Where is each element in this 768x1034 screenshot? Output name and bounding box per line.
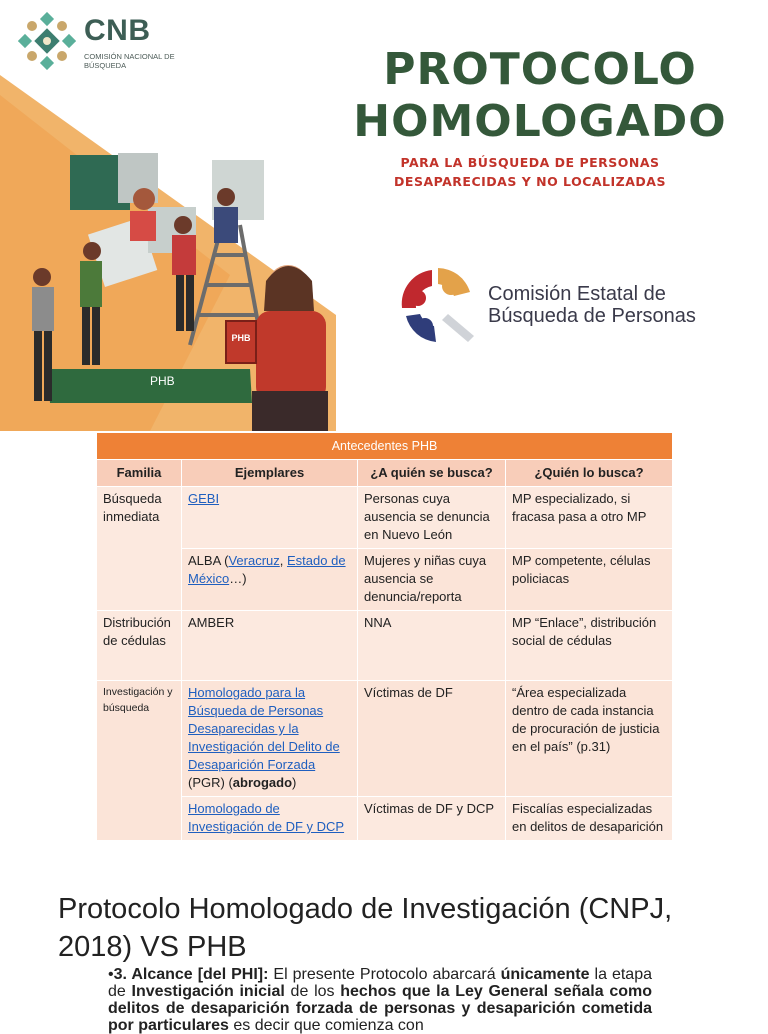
table-row — [97, 797, 673, 841]
illustration-phb-tag: PHB — [150, 374, 175, 388]
link-estado-de-mexico[interactable]: Estado de México — [188, 553, 346, 586]
pgr-text: (PGR) ( — [188, 775, 233, 790]
cell-busca: MP “Enlace”, distribución social de cédulas — [506, 611, 673, 681]
header-familia: Familia — [97, 460, 182, 487]
title-line-2: HOMOLOGADO — [353, 96, 727, 147]
cell-quien: Personas cuya ausencia se denuncia en Nuevo León — [358, 487, 506, 549]
cnb-emblem-icon — [18, 12, 76, 70]
table-row — [97, 681, 673, 797]
cell-ejemplar — [182, 487, 358, 549]
table-row — [97, 549, 673, 611]
scope-text-1: El presente Protocolo abarcará — [268, 966, 501, 983]
cell-busca: MP especializado, si fracasa pasa a otro MP — [506, 487, 673, 549]
pgr-close: ) — [292, 775, 297, 790]
cell-busca: Fiscalías especializadas en delitos de desaparición — [506, 797, 673, 841]
alba-suffix: …) — [229, 571, 247, 586]
alba-prefix: ALBA ( — [188, 553, 229, 568]
cell-busca: MP competente, células policiacas — [506, 549, 673, 611]
cell-quien: NNA — [358, 611, 506, 681]
link-gebi[interactable]: GEBI — [188, 491, 220, 506]
scope-text-3: de los — [284, 983, 341, 1000]
cell-quien: Víctimas de DF y DCP — [358, 797, 506, 841]
cnb-subtitle: COMISIÓN NACIONAL DE BÚSQUEDA — [84, 52, 175, 70]
link-homologado-pgr[interactable]: Homologado para la Búsqueda de Personas Desaparecidas y la Investigación del Delito de Desaparición Forzada — [188, 685, 340, 772]
ceb-name-line-1: Comisión Estatal de — [488, 283, 666, 305]
table-row — [97, 487, 673, 549]
cell-ejemplar: AMBER — [182, 611, 358, 681]
cnb-name: CNB — [84, 14, 151, 47]
page-title — [340, 44, 740, 148]
ceb-name — [488, 283, 738, 327]
scope-bold-2: Investigación inicial — [131, 983, 285, 1000]
cell-quien: Víctimas de DF — [358, 681, 506, 797]
link-homologado-df-dcp[interactable]: Homologado de Investigación de DF y DCP — [188, 801, 345, 834]
section-heading: Protocolo Homologado de Investigación (CNPJ, 2018) VS PHB — [58, 893, 673, 963]
scope-bold-1: únicamente — [500, 966, 590, 983]
header-quien-busca: ¿Quién lo busca? — [506, 460, 673, 487]
header-a-quien: ¿A quién se busca? — [358, 460, 506, 487]
cell-busca: “Área especializada dentro de cada instancia de procuración de justicia en el país” (p.31) — [506, 681, 673, 797]
ceb-emblem-icon — [388, 258, 484, 348]
scope-label: 3. Alcance [del PHI]: — [113, 966, 269, 983]
cell-quien: Mujeres y niñas cuya ausencia se denuncia/reporta — [358, 549, 506, 611]
scope-text-2: la etapa de — [108, 966, 652, 1000]
ceb-name-line-2: Búsqueda de Personas — [488, 305, 696, 327]
page-subtitle — [380, 153, 680, 191]
antecedentes-table — [96, 432, 673, 841]
subtitle-line-2: DESAPARECIDAS Y NO LOCALIZADAS — [394, 174, 666, 189]
cnb-logo — [18, 12, 198, 74]
alba-sep: , — [279, 553, 288, 568]
cell-ejemplar — [182, 797, 358, 841]
scope-bold-3: hechos que la Ley General señala como delitos de desaparición forzada de personas y desaparición cometida por particulares — [108, 983, 652, 1034]
scope-text-4: es decir que comienza con — [228, 1017, 424, 1034]
header-ejemplares: Ejemplares — [182, 460, 358, 487]
bullet: • — [108, 966, 114, 983]
table-caption: Antecedentes PHB — [97, 433, 673, 460]
abrogado-label: abrogado — [232, 775, 293, 790]
cell-familia: Búsqueda inmediata — [97, 487, 182, 611]
cell-ejemplar — [182, 549, 358, 611]
subtitle-line-1: PARA LA BÚSQUEDA DE PERSONAS — [400, 155, 660, 170]
cell-familia: Distribución de cédulas — [97, 611, 182, 681]
illustration-book-label: PHB — [231, 333, 251, 343]
title-line-1: PROTOCOLO — [383, 44, 697, 95]
link-veracruz[interactable]: Veracruz — [228, 553, 280, 568]
cell-familia: Investigación y búsqueda — [97, 681, 182, 841]
cell-ejemplar — [182, 681, 358, 797]
table-row — [97, 611, 673, 681]
table-header-row — [97, 460, 673, 487]
